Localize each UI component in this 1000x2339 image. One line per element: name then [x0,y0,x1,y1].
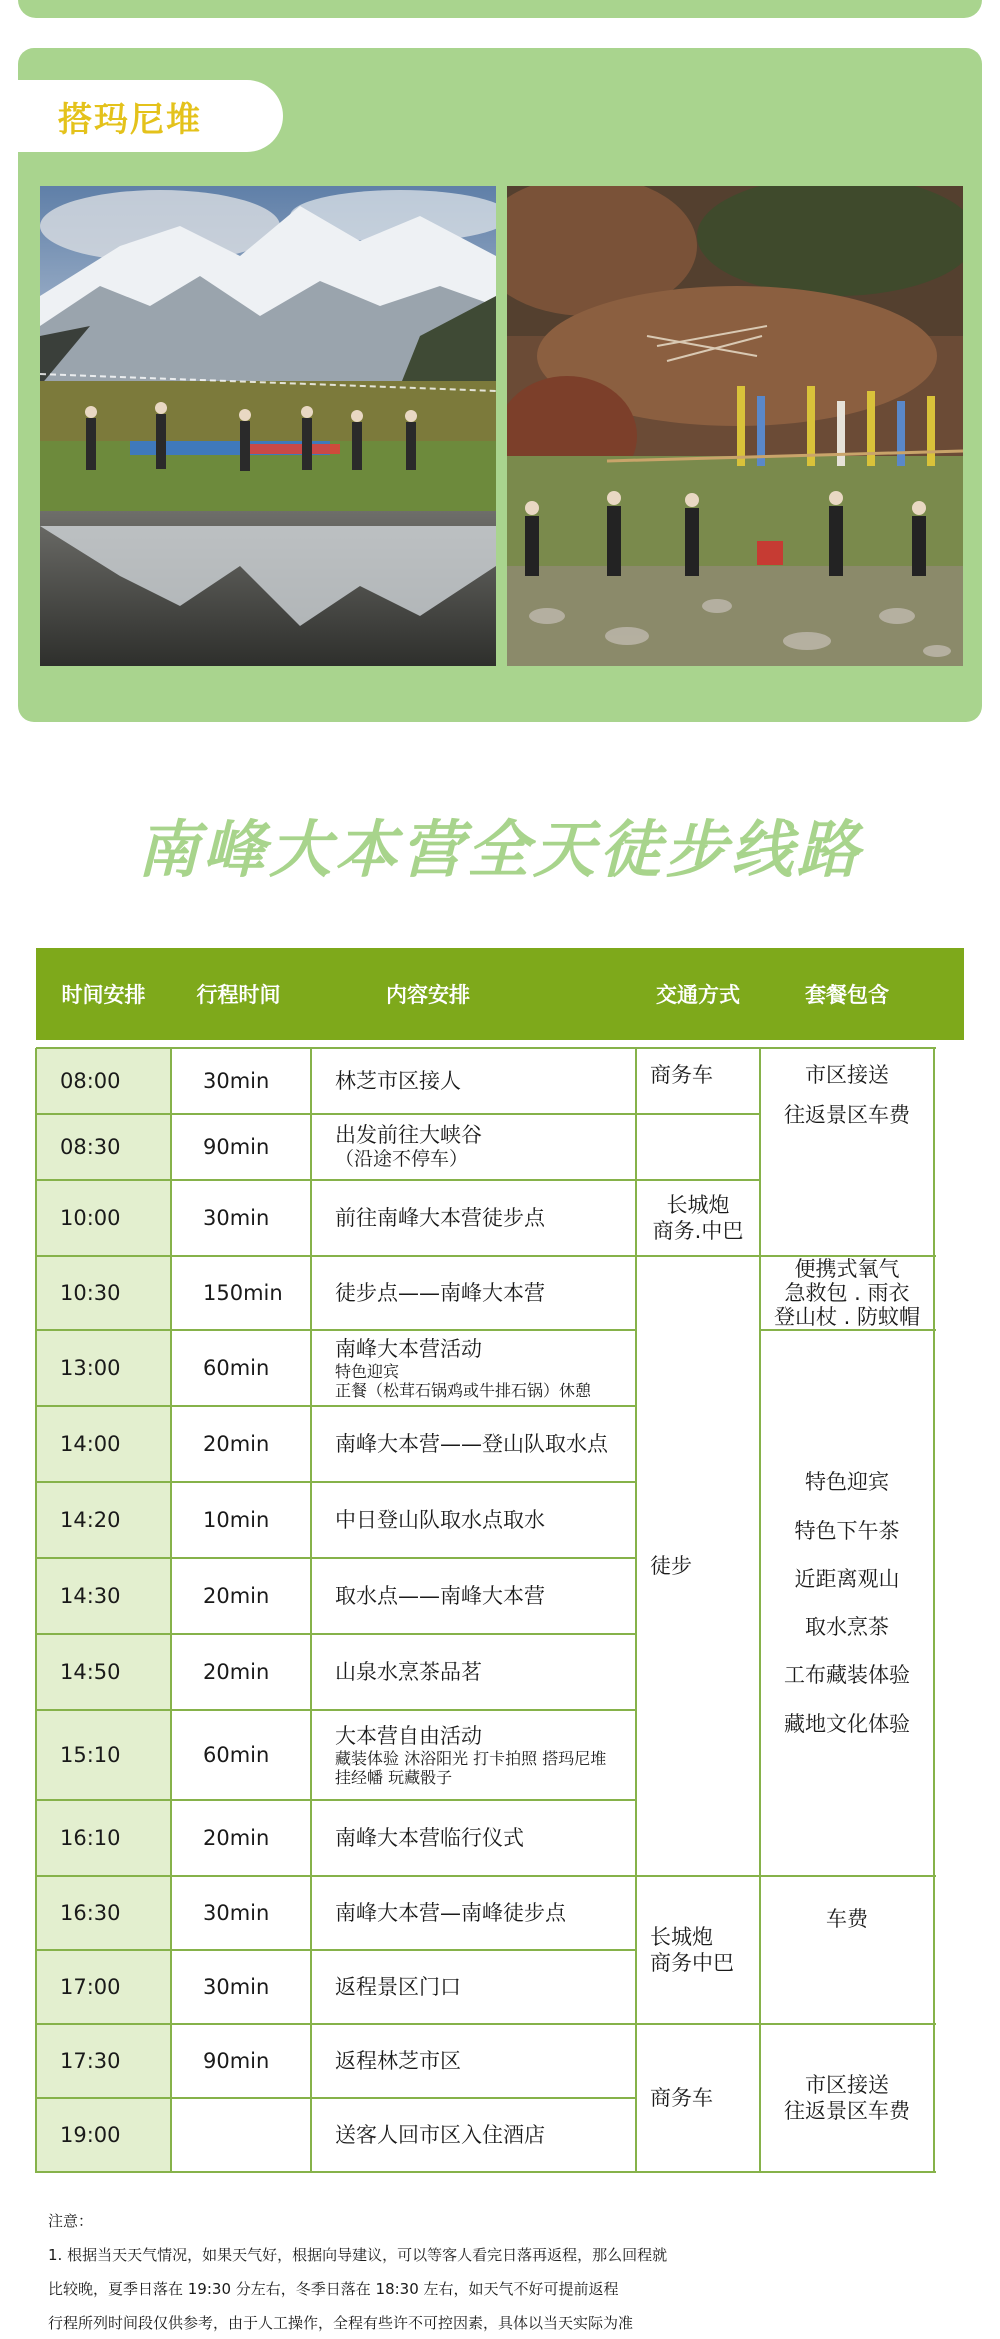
top-green-strip [18,0,982,18]
header-content: 内容安排 [386,983,470,1007]
content-cell [311,1180,636,1256]
itinerary-table [36,948,964,2174]
transport-label: 商务.中巴 [652,1219,744,1243]
meadow-illustration [507,186,963,666]
time-cell [36,2024,171,2098]
duration-cell [171,1800,311,1876]
notes-line: 行程所列时间段仅供参考，由于人工操作，全程有些许不可控因素，具体以当天实际为准 [48,2314,634,2332]
header-time: 时间安排 [61,983,146,1007]
content-cell [311,1256,636,1330]
duration-value: 30min [203,1205,270,1230]
duration-cell [171,1710,311,1800]
content-sub: 挂经幡 玩藏骰子 [335,1768,453,1788]
content-main: 南峰大本营活动 [335,1336,482,1361]
package-cell-3 [760,1330,934,1876]
time-value: 14:20 [60,1507,121,1532]
content-main: 前往南峰大本营徒步点 [335,1205,545,1230]
card-tag-label: 搭玛尼堆 [58,99,202,140]
content-cell [311,1114,636,1180]
header-transport: 交通方式 [656,983,740,1007]
time-value: 14:30 [60,1583,121,1608]
duration-cell [171,1634,311,1710]
duration-cell [171,1558,311,1634]
content-cell [311,2098,636,2172]
transport-label: 徒步 [650,1553,692,1578]
content-sub: 特色迎宾 [335,1361,400,1381]
time-cell [36,1406,171,1482]
time-value: 10:30 [60,1280,121,1305]
duration-cell [171,1114,311,1180]
duration-cell [171,1256,311,1330]
content-main: 返程景区门口 [335,1974,461,1999]
package-item: 特色下午茶 [794,1518,900,1543]
time-cell [36,1710,171,1800]
package-item: 市区接送 [805,2072,889,2097]
content-cell [311,1406,636,1482]
content-main: 返程林芝市区 [335,2048,461,2073]
duration-value: 150min [203,1280,283,1305]
content-cell [311,1876,636,1950]
duration-cell [171,1330,311,1406]
content-cell [311,1950,636,2024]
duration-cell [171,2024,311,2098]
content-main: 送客人回市区入住酒店 [335,2122,545,2147]
content-cell [311,1330,636,1406]
time-cell [36,1048,171,1114]
content-cell [311,1558,636,1634]
content-main: 中日登山队取水点取水 [335,1507,545,1532]
transport-cell-1 [636,1048,760,1114]
card-tag [18,80,283,152]
time-cell [36,2098,171,2172]
time-cell [36,1634,171,1710]
content-cell [311,1048,636,1114]
content-main: 南峰大本营临行仪式 [335,1825,524,1850]
time-cell [36,1558,171,1634]
package-item: 往返景区车费 [784,2099,910,2123]
header-package: 套餐包含 [805,983,889,1007]
transport-label: 长城炮 [650,1924,713,1949]
header-duration: 行程时间 [196,983,281,1007]
content-cell [311,1634,636,1710]
content-main: 南峰大本营——登山队取水点 [335,1431,608,1456]
duration-cell [171,1406,311,1482]
package-item: 便携式氧气 [794,1256,900,1281]
time-value: 16:10 [60,1825,121,1850]
duration-value: 30min [203,1068,270,1093]
transport-label: 长城炮 [666,1192,730,1217]
duration-value: 20min [203,1659,270,1684]
duration-value: 20min [203,1431,270,1456]
page-title: 南峰大本营全天徒步线路 [136,813,863,886]
package-item: 车费 [826,1907,868,1931]
time-cell [36,1114,171,1180]
time-value: 10:00 [60,1205,121,1230]
time-cell [36,1800,171,1876]
content-sub: 正餐（松茸石锅鸡或牛排石锅）休憩 [335,1381,592,1401]
notes-line: 1. 根据当天天气情况，如果天气好，根据向导建议，可以等客人看完日落再返程，那么回程就 [48,2246,668,2264]
content-cell [311,1482,636,1558]
duration-value: 20min [203,1825,270,1850]
prayer-flag-meadow-photo [507,186,963,666]
transport-cell-3 [636,1256,760,1876]
time-value: 17:30 [60,2048,121,2073]
duration-value: 30min [203,1900,270,1925]
package-item: 急救包 . 雨衣 [784,1280,910,1305]
content-cell [311,1800,636,1876]
time-cell [36,1256,171,1330]
package-item: 工布藏装体验 [784,1663,910,1688]
time-value: 13:00 [60,1355,121,1380]
content-sub: （沿途不停车） [335,1148,469,1171]
time-value: 14:50 [60,1659,121,1684]
mountain-lake-photo [40,186,496,666]
transport-cell-4 [636,1876,760,2024]
content-main: 大本营自由活动 [335,1723,482,1748]
package-cell-5 [760,2024,934,2172]
transport-label: 商务车 [650,1063,713,1087]
content-cell [311,1710,636,1800]
time-cell [36,1180,171,1256]
time-cell [36,1330,171,1406]
package-item: 近距离观山 [794,1566,900,1591]
package-item: 登山杖 . 防蚊帽 [773,1305,921,1330]
package-item: 特色迎宾 [805,1470,889,1495]
package-item: 取水烹茶 [805,1615,889,1639]
content-sub: 藏装体验 沐浴阳光 打卡拍照 搭玛尼堆 [335,1748,607,1768]
package-item: 市区接送 [805,1063,889,1087]
photo-card [18,48,982,722]
content-main: 林芝市区接人 [335,1068,461,1093]
duration-cell [171,1876,311,1950]
mountain-lake-illustration [40,186,496,666]
package-cell-4 [760,1876,934,2024]
package-cell-1 [760,1048,934,1256]
duration-value: 90min [203,2048,270,2073]
notes-title: 注意： [48,2212,94,2230]
content-main: 徒步点——南峰大本营 [335,1280,545,1305]
time-value: 15:10 [60,1742,121,1767]
duration-cell [171,1048,311,1114]
duration-value: 60min [203,1355,270,1380]
content-main: 取水点——南峰大本营 [335,1583,545,1608]
time-value: 08:00 [60,1068,121,1093]
time-value: 19:00 [60,2122,121,2147]
content-main: 出发前往大峡谷 [335,1123,482,1147]
time-value: 08:30 [60,1134,121,1159]
transport-label: 商务车 [650,2085,713,2110]
duration-value: 60min [203,1742,270,1767]
duration-cell [171,1180,311,1256]
duration-value: 30min [203,1974,270,1999]
time-value: 14:00 [60,1431,121,1456]
duration-cell [171,2098,311,2172]
content-main: 山泉水烹茶品茗 [335,1659,482,1684]
content-main: 南峰大本营—南峰徒步点 [335,1900,566,1925]
notes-section [48,2204,948,2339]
content-cell [311,2024,636,2098]
time-value: 16:30 [60,1900,121,1925]
duration-cell [171,1950,311,2024]
table-header [36,948,964,1040]
transport-cell-5 [636,2024,760,2172]
package-item: 藏地文化体验 [784,1711,910,1736]
duration-value: 20min [203,1583,270,1608]
time-cell [36,1876,171,1950]
notes-line: 比较晚，夏季日落在 19:30 分左右，冬季日落在 18:30 左右，如天气不好可提前返程 [48,2280,619,2298]
time-cell [36,1950,171,2024]
time-cell [36,1482,171,1558]
package-item: 往返景区车费 [784,1103,910,1128]
time-value: 17:00 [60,1974,121,1999]
duration-value: 90min [203,1134,270,1159]
package-cell-2 [760,1256,934,1330]
transport-cell-2 [636,1180,760,1256]
duration-value: 10min [203,1507,270,1532]
duration-cell [171,1482,311,1558]
transport-label: 商务中巴 [650,1951,734,1975]
